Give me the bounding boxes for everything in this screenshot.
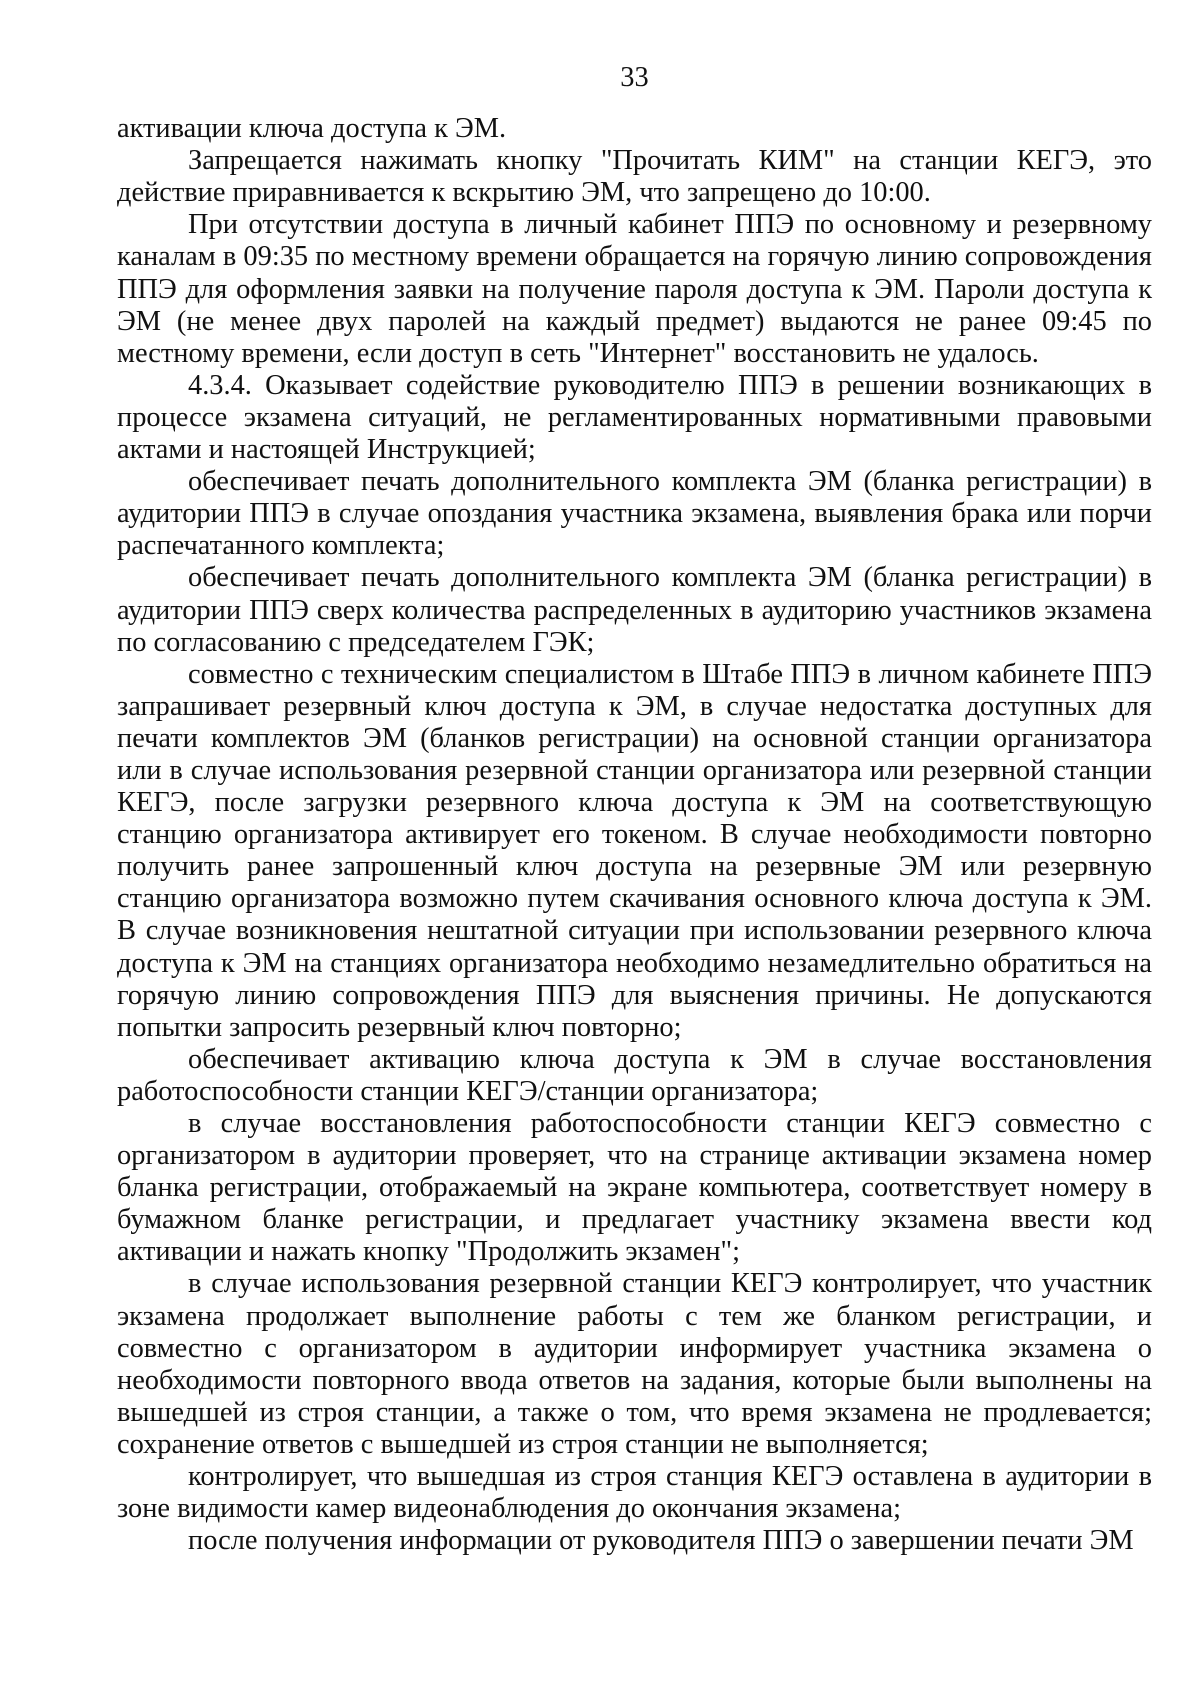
paragraph-failed-station: контролирует, что вышедшая из строя станция КЕГЭ оставлена в аудитории в зоне видимости камер видеонаблюдения до окончания экзамена;	[117, 1461, 1152, 1525]
paragraph-key-activation: обеспечивает активацию ключа доступа к ЭМ в случае восстановления работоспособности станции КЕГЭ/станции организатора;	[117, 1043, 1152, 1107]
paragraph-extra-print-over: обеспечивает печать дополнительного комплекта ЭМ (бланка регистрации) в аудитории ППЭ сверх количества распределенных в аудиторию участников экзамена по согласованию с председателем ГЭК;	[117, 562, 1152, 658]
paragraph-reserve-key: совместно с техническим специалистом в Штабе ППЭ в личном кабинете ППЭ запрашивает резервный ключ доступа к ЭМ, в случае недостатка доступных для печати комплектов ЭМ (бланков регистрации) на основной станции организатора или в случае использования резервной станции организатора или резервной станции КЕГЭ, после загрузки резервного ключа доступа к ЭМ на соответствующую станцию организатора активирует его токеном. В случае необходимости повторно получить ранее запрошенный ключ доступа на резервные ЭМ или резервную станцию организатора возможно путем скачивания основного ключа доступа к ЭМ. В случае возникновения нештатной ситуации при использовании резервного ключа доступа к ЭМ на станциях организатора необходимо незамедлительно обратиться на горячую линию сопровождения ППЭ для выяснения причины. Не допускаются попытки запросить резервный ключ повторно;	[117, 658, 1152, 1043]
paragraph-kim-button-prohibition: Запрещается нажимать кнопку "Прочитать КИМ" на станции КЕГЭ, это действие приравнивается к вскрытию ЭМ, что запрещено до 10:00.	[117, 145, 1152, 209]
paragraph-no-access-hotline: При отсутствии доступа в личный кабинет ППЭ по основному и резервному каналам в 09:35 по местному времени обращается на горячую линию сопровождения ППЭ для оформления заявки на получение пароля доступа к ЭМ. Пароли доступа к ЭМ (не менее двух паролей на каждый предмет) выдаются не ранее 09:45 по местному времени, если доступ в сеть "Интернет" восстановить не удалось.	[117, 209, 1152, 369]
paragraph-continuation: активации ключа доступа к ЭМ.	[117, 113, 507, 145]
paragraph-station-recovery: в случае восстановления работоспособности станции КЕГЭ совместно с организатором в аудитории проверяет, что на странице активации экзамена номер бланка регистрации, отображаемый на экране компьютера, соответствует номеру в бумажном бланке регистрации, и предлагает участнику экзамена ввести код активации и нажать кнопку "Продолжить экзамен";	[117, 1108, 1152, 1268]
paragraph-after-print: после получения информации от руководителя ППЭ о завершении печати ЭМ	[188, 1525, 1134, 1557]
document-page	[117, 62, 1152, 1557]
paragraph-extra-print-late: обеспечивает печать дополнительного комплекта ЭМ (бланка регистрации) в аудитории ППЭ в случае опоздания участника экзамена, выявления брака или порчи распечатанного комплекта;	[117, 466, 1152, 562]
paragraph-4-3-4: 4.3.4. Оказывает содействие руководителю ППЭ в решении возникающих в процессе экзамена ситуаций, не регламентированных нормативными правовыми актами и настоящей Инструкцией;	[117, 369, 1152, 466]
paragraph-reserve-station: в случае использования резервной станции КЕГЭ контролирует, что участник экзамена продолжает выполнение работы с тем же бланком регистрации, и совместно с организатором в аудитории информирует участника экзамена о необходимости повторного ввода ответов на задания, которые были выполнены на вышедшей из строя станции, а также о том, что время экзамена не продлевается; сохранение ответов с вышедшей из строя станции не выполняется;	[117, 1268, 1152, 1460]
page-number: 33	[620, 62, 649, 93]
